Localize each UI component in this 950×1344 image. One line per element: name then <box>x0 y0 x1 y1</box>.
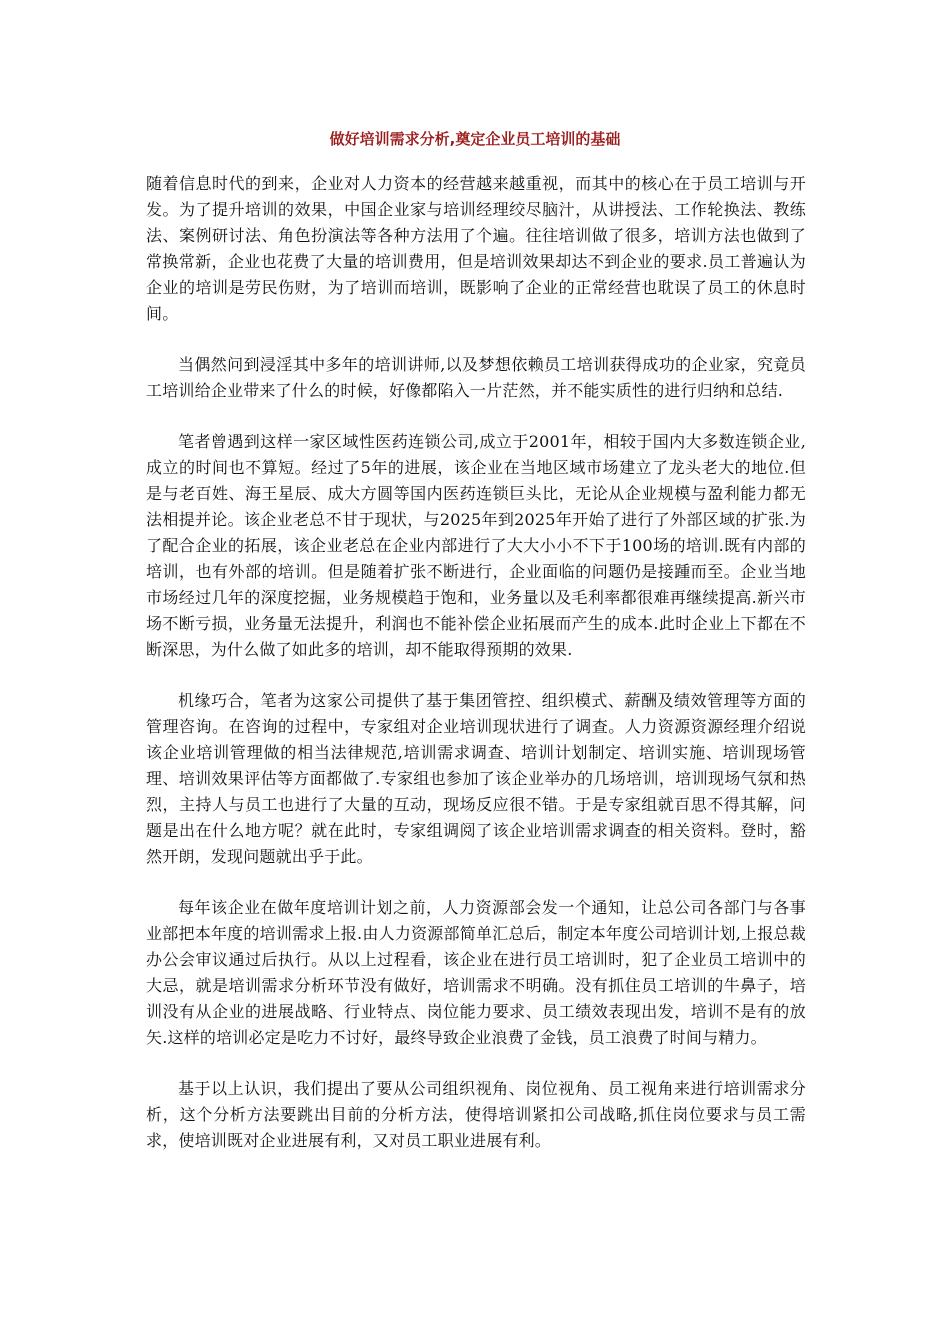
paragraph-conclusion: 基于以上认识，我们提出了要从公司组织视角、岗位视角、员工视角来进行培训需求分析，这个分析方法要跳出目前的分析方法，使得培训紧扣公司战略,抓住岗位要求与员工需求，使培训既对企业进展有利，又对员工职业进展有利。 <box>146 1079 806 1150</box>
paragraph-annual-plan: 每年该企业在做年度培训计划之前，人力资源部会发一个通知，让总公司各部门与各事业部把本年度的培训需求上报.由人力资源部简单汇总后，制定本年度公司培训计划,上报总裁办公会审议通过后执行。从以上过程看，该企业在进行员工培训时，犯了企业员工培训中的大忌，就是培训需求分析环节没有做好，培训需求不明确。没有抓住员工培训的牛鼻子，培训没有从企业的进展战略、行业特点、岗位能力要求、员工绩效表现出发，培训不是有的放矢.这样的培训必定是吃力不讨好，最终导致企业浪费了金钱，员工浪费了时间与精力。 <box>146 898 806 1047</box>
paragraph-case-company: 笔者曾遇到这样一家区域性医药连锁公司,成立于2001年，相较于国内大多数连锁企业,成立的时间也不算短。经过了5年的进展，该企业在当地区域市场建立了龙头老大的地位.但是与老百姓、海王星辰、成大方圆等国内医药连锁巨头比，无论从企业规模与盈利能力都无法相提并论。该企业老总不甘于现状，与2025年到2025年开始了进行了外部区域的扩张.为了配合企业的拓展，该企业老总在企业内部进行了大大小小不下于100场的培训.既有内部的培训，也有外部的培训。但是随着扩张不断进行，企业面临的问题仍是接踵而至。企业当地市场经过几年的深度挖掘，业务规模趋于饱和，业务量以及毛利率都很难再继续提高.新兴市场不断亏损，业务量无法提升，利润也不能补偿企业拓展而产生的成本.此时企业上下都在不断深思，为什么做了如此多的培训，却不能取得预期的效果. <box>146 432 806 659</box>
paragraph-intro: 随着信息时代的到来，企业对人力资本的经营越来越重视，而其中的核心在于员工培训与开发。为了提升培训的效果，中国企业家与培训经理绞尽脑汁，从讲授法、工作轮换法、教练法、案例研讨法、角色扮演法等各种方法用了个遍。往往培训做了很多，培训方法也做到了常换常新，企业也花费了大量的培训费用，但是培训效果却达不到企业的要求.员工普遍认为企业的培训是劳民伤财，为了培训而培训，既影响了企业的正常经营也耽误了员工的休息时间。 <box>146 174 806 323</box>
document-body <box>146 171 806 1179</box>
document-title: 做好培训需求分析,奠定企业员工培训的基础 <box>329 130 621 148</box>
paragraph-consulting: 机缘巧合，笔者为这家公司提供了基于集团管控、组织模式、薪酬及绩效管理等方面的管理咨询。在咨询的过程中，专家组对企业培训现状进行了调查。人力资源资源经理介绍说该企业培训管理做的相当法律规范,培训需求调查、培训计划制定、培训实施、培训现场管理、培训效果评估等方面都做了.专家组也参加了该企业举办的几场培训，培训现场气氛和热烈，主持人与员工也进行了大量的互动，现场反应很不错。于是专家组就百思不得其解，问题是出在什么地方呢？就在此时，专家组调阅了该企业培训需求调查的相关资料。登时，豁然开朗，发现问题就出乎于此。 <box>146 691 806 866</box>
paragraph-trainers: 当偶然问到浸淫其中多年的培训讲师,以及梦想依赖员工培训获得成功的企业家，究竟员工培训给企业带来了什么的时候，好像都陷入一片茫然，并不能实质性的进行归纳和总结. <box>146 355 806 400</box>
